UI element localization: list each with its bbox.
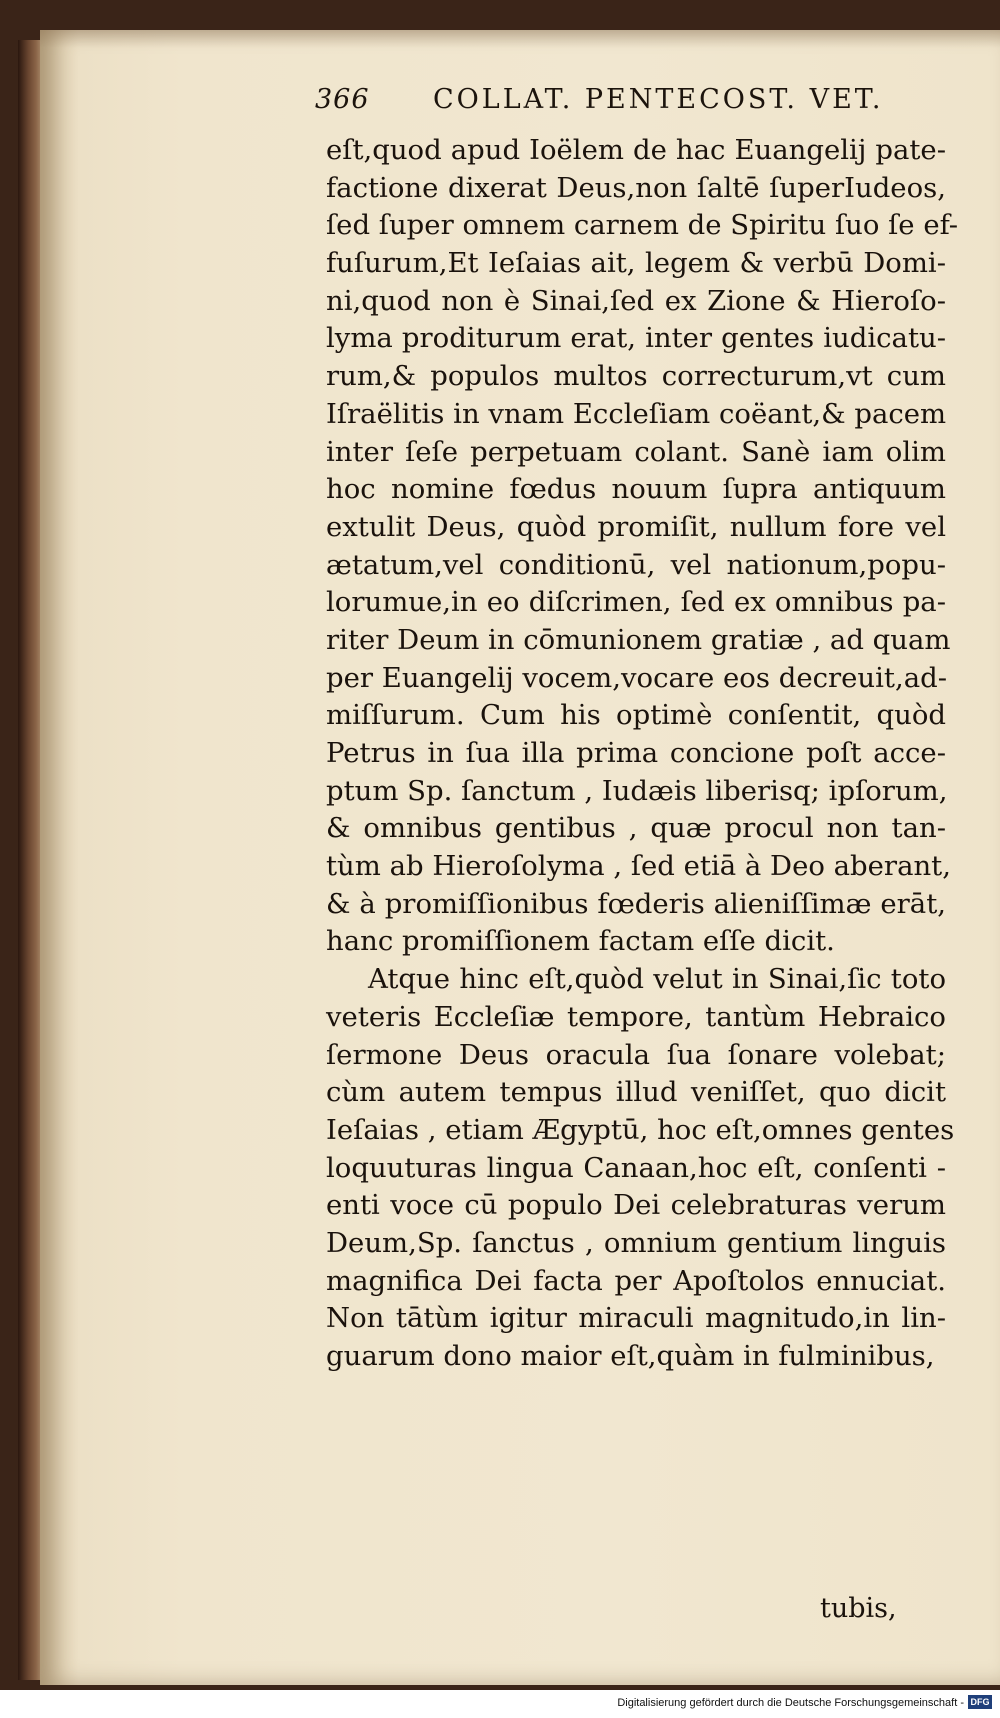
- catchword: tubis,: [820, 1593, 897, 1624]
- page-number: 366: [315, 84, 370, 115]
- page-top-shadow: [40, 30, 1000, 48]
- text-line: & à promiſſionibus fœderis alieniſſimæ erāt,: [326, 887, 946, 920]
- text-line: ſed ſuper omnem carnem de Spiritu ſuo ſe ef-: [326, 209, 959, 242]
- text-line: magnifica Dei facta per Apoſtolos ennuciat.: [326, 1264, 946, 1297]
- body-text: [326, 132, 959, 1376]
- text-line: per Euangelij vocem,vocare eos decreuit,ad-: [326, 661, 948, 694]
- text-line: Ieſaias , etiam Ægyptū, hoc eſt,omnes gentes: [326, 1113, 955, 1146]
- text-line: veteris Eccleſiæ tempore, tantùm Hebraico: [326, 1000, 946, 1033]
- text-line: ptum Sp. ſanctum , Iudæis liberisq; ipſorum,: [326, 774, 948, 807]
- text-line: & omnibus gentibus , quæ procul non tan-: [326, 812, 946, 845]
- text-line: lyma proditurum erat, inter gentes iudicatu-: [326, 322, 946, 355]
- text-line: ætatum,vel conditionū, vel nationum,popu-: [326, 548, 946, 581]
- text-line: ni,quod non è Sinai,ſed ex Zione & Hieroſo-: [326, 284, 946, 317]
- text-line: ſermone Deus oracula ſua ſonare volebat;: [326, 1038, 946, 1071]
- text-line: eſt,quod apud Ioëlem de hac Euangelij pate-: [326, 134, 946, 166]
- text-line: miſſurum. Cum his optimè conſentit, quòd: [326, 699, 946, 732]
- text-line: riter Deum in cōmunionem gratiæ , ad quam: [326, 623, 951, 656]
- text-line: Non tātùm igitur miraculi magnitudo,in lin-: [326, 1302, 946, 1335]
- text-line: Petrus in ſua illa prima concione poſt acce-: [326, 737, 946, 769]
- footer-bar: [0, 1690, 1000, 1718]
- text-line: hanc promiſſionem factam eſſe dicit.: [326, 925, 835, 958]
- dfg-logo-icon: DFG: [968, 1695, 992, 1709]
- running-title: COLLAT. PENTECOST. VET.: [433, 84, 884, 115]
- text-line: fuſurum,Et Ieſaias ait, legem & verbū Domi-: [326, 247, 946, 280]
- text-line: Iſraëlitis in vnam Eccleſiam coëant,& pacem: [326, 397, 947, 430]
- running-header: [315, 84, 884, 124]
- text-line: Atque hinc eſt,quòd velut in Sinai,ſic toto: [368, 963, 946, 996]
- text-line: tùm ab Hieroſolyma , ſed etiā à Deo aberant,: [326, 850, 951, 883]
- text-line: rum,& populos multos correcturum,vt cum: [326, 360, 946, 393]
- text-line: hoc nomine fœdus nouum ſupra antiquum: [326, 473, 946, 506]
- text-line: cùm autem tempus illud veniſſet, quo dicit: [326, 1076, 946, 1109]
- text-line: Deum,Sp. ſanctus , omnium gentium linguis: [326, 1226, 946, 1259]
- text-line: extulit Deus, quòd promiſit, nullum fore vel: [326, 510, 946, 543]
- text-line: enti voce cū populo Dei celebraturas verum: [326, 1189, 946, 1222]
- text-line: guarum dono maior eſt,quàm in fulminibus,: [326, 1340, 935, 1372]
- text-line: factione dixerat Deus,non ſaltē ſuperIudeos,: [326, 171, 946, 204]
- text-line: loquuturas lingua Canaan,hoc eſt, conſenti -: [326, 1151, 946, 1184]
- text-line: lorumue,in eo diſcrimen, ſed ex omnibus pa-: [326, 586, 946, 619]
- text-line: inter ſeſe perpetuam colant. Sanè iam olim: [326, 435, 946, 468]
- digitization-note: Digitalisierung gefördert durch die Deutsche Forschungsgemeinschaft -: [617, 1697, 964, 1709]
